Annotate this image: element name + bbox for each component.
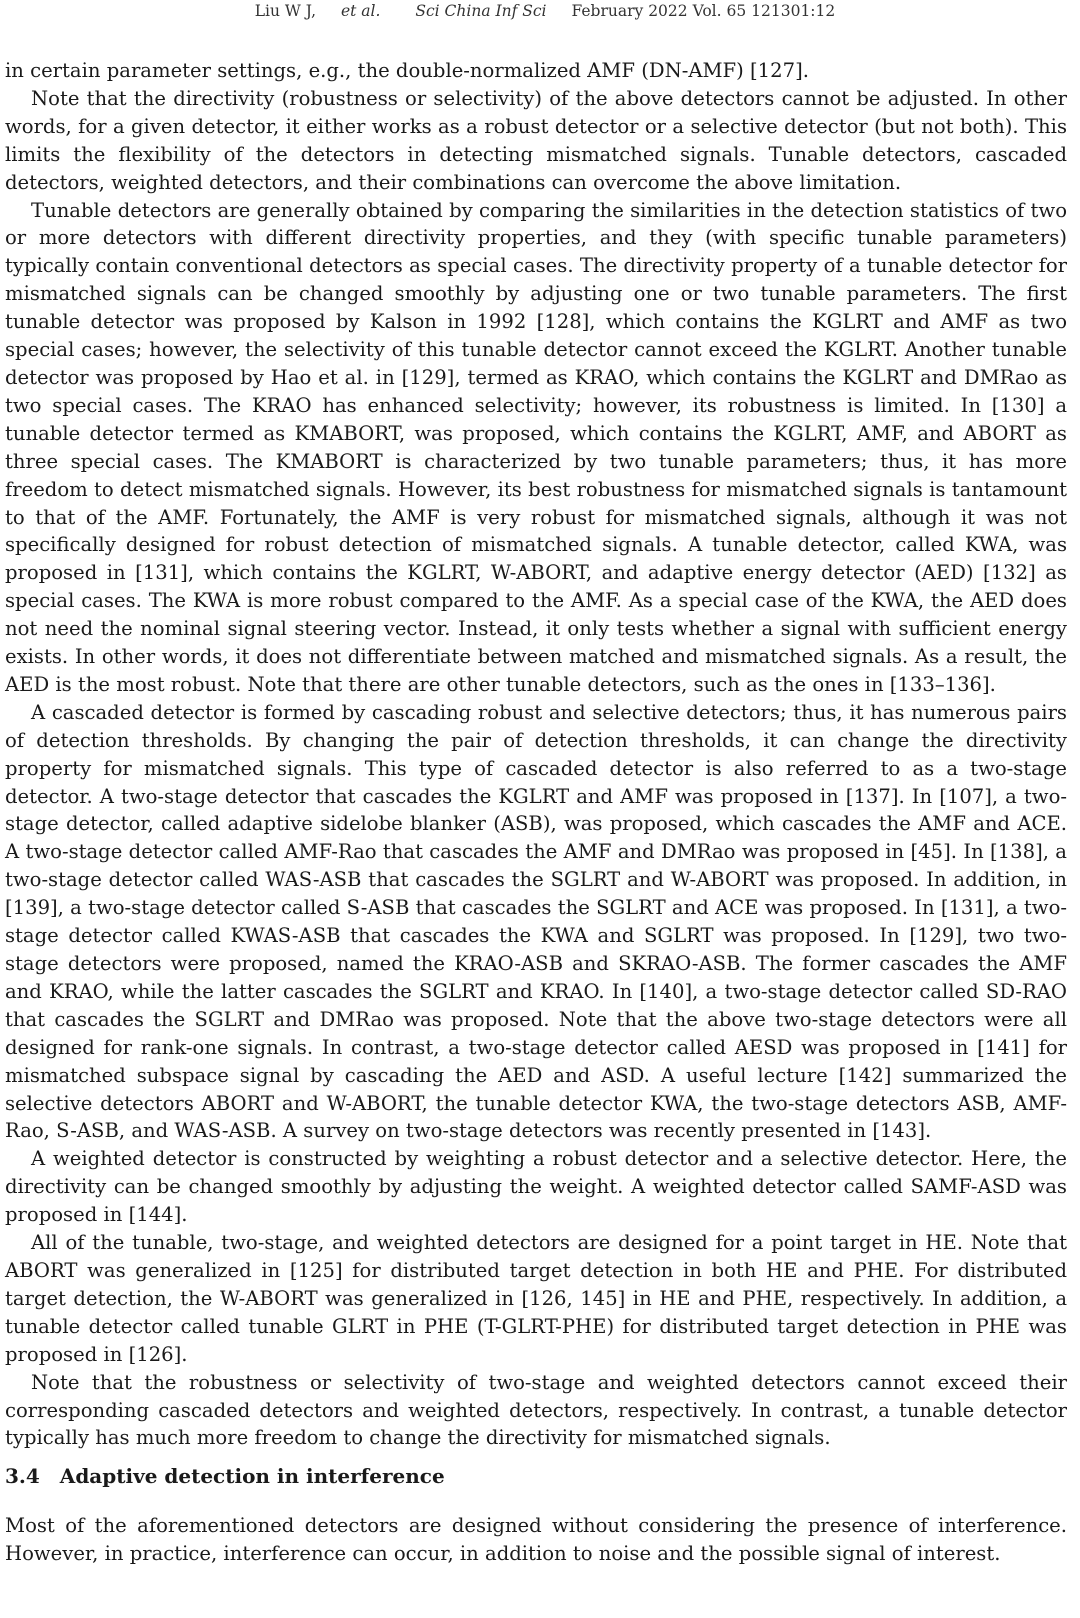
header-etal: et al. (340, 2, 381, 20)
header-authors (245, 2, 391, 20)
section-number: 3.4 (5, 1464, 40, 1488)
running-header (0, 0, 1080, 22)
paragraph-cascaded-detectors: A cascaded detector is formed by cascading robust and selective detectors; thus, it has numerous pairs of detection thresholds. By changing the pair of detection thresholds, it can change the directivity property for mismatched signals. This type of cascaded detector is also referred to as a two-stage detector. A two-stage detector that cascades the KGLRT and AMF was proposed in [137]. In [107], a two-stage detector, called adaptive sidelobe blanker (ASB), was proposed, which cascades the AMF and ACE. A two-stage detector called AMF-Rao that cascades the AMF and DMRao was proposed in [45]. In [138], a two-stage detector called WAS-ASB that cascades the SGLRT and W-ABORT was proposed. In addition, in [139], a two-stage detector called S-ASB that cascades the SGLRT and ACE was proposed. In [131], a two-stage detector called KWAS-ASB that cascades the KWA and SGLRT was proposed. In [129], two two-stage detectors were proposed, named the KRAO-ASB and SKRAO-ASB. The former cascades the AMF and KRAO, while the latter cascades the SGLRT and KRAO. In [140], a two-stage detector called SD-RAO that cascades the SGLRT and DMRao was proposed. Note that the above two-stage detectors were all designed for rank-one signals. In contrast, a two-stage detector called AESD was proposed in [141] for mismatched subspace signal by cascading the AED and ASD. A useful lecture [142] summarized the selective detectors ABORT and W-ABORT, the tunable detector KWA, the two-stage detectors ASB, AMF-Rao, S-ASB, and WAS-ASB. A survey on two-stage detectors was recently presented in [143]. (5, 700, 1067, 1143)
header-journal: Sci China Inf Sci (415, 2, 547, 20)
header-issue: February 2022 Vol. 65 121301:12 (571, 2, 836, 20)
body-text (5, 57, 1067, 1452)
paragraph-weighted-detectors: A weighted detector is constructed by weighting a robust detector and a selective detector. Here, the directivity can be changed smoothly by adjusting the weight. A weighted detector called SAMF-ASD was proposed in [144]. (5, 1147, 1067, 1227)
paragraph-interference-intro: Most of the aforementioned detectors are designed without considering the presence of interference. However, in practice, interference can occur, in addition to noise and the possible signal of interest. (5, 1514, 1067, 1565)
paragraph-directivity-note: Note that the directivity (robustness or selectivity) of the above detectors cannot be adjusted. In other words, for a given detector, it either works as a robust detector or a selective detector (but not both). This limits the flexibility of the detectors in detecting mismatched signals. Tunable detectors, cascaded detectors, weighted detectors, and their combinations can overcome the above limitation. (5, 86, 1067, 194)
section-title: Adaptive detection in interference (59, 1464, 445, 1488)
section-body (5, 1512, 1067, 1568)
paragraph-tunable-detectors: Tunable detectors are generally obtained by comparing the similarities in the detection statistics of two or more detectors with different directivity properties, and they (with specific tunable parameters) typically contain conventional detectors as special cases. The directivity property of a tunable detector for mismatched signals can be changed smoothly by adjusting one or two tunable parameters. The first tunable detector was proposed by Kalson in 1992 [128], which contains the KGLRT and AMF as two special cases; however, the selectivity of this tunable detector cannot exceed the KGLRT. Another tunable detector was proposed by Hao et al. in [129], termed as KRAO, which contains the KGLRT and DMRao as two special cases. The KRAO has enhanced selectivity; however, its robustness is limited. In [130] a tunable detector termed as KMABORT, was proposed, which contains the KGLRT, AMF, and ABORT as three special cases. The KMABORT is characterized by two tunable parameters; thus, it has more freedom to detect mismatched signals. However, its best robustness for mismatched signals is tantamount to that of the AMF. Fortunately, the AMF is very robust for mismatched signals, although it was not specifically designed for robust detection of mismatched signals. A tunable detector, called KWA, was proposed in [131], which contains the KGLRT, W-ABORT, and adaptive energy detector (AED) [132] as special cases. The KWA is more robust compared to the AMF. As a special case of the KWA, the AED does not need the nominal signal steering vector. Instead, it only tests whether a signal with sufficient energy exists. In other words, it does not differentiate between matched and mismatched signals. As a result, the AED is the most robust. Note that there are other tunable detectors, such as the ones in [133–136]. (5, 198, 1067, 696)
paragraph-continuation: in certain parameter settings, e.g., the double-normalized AMF (DN-AMF) [127]. (5, 59, 809, 82)
section-heading (5, 1462, 445, 1490)
paragraph-distributed-targets: All of the tunable, two-stage, and weighted detectors are designed for a point target in HE. Note that ABORT was generalized in [125] for distributed target detection in both HE and PHE. For distributed target detection, the W-ABORT was generalized in [126, 145] in HE and PHE, respectively. In addition, a tunable detector called tunable GLRT in PHE (T-GLRT-PHE) for distributed target detection in PHE was proposed in [126]. (5, 1231, 1067, 1366)
header-author: Liu W J, (254, 2, 317, 20)
paragraph-robustness-comparison: Note that the robustness or selectivity of two-stage and weighted detectors cannot exceed their corresponding cascaded detectors and weighted detectors, respectively. In contrast, a tunable detector typically has much more freedom to change the directivity for mismatched signals. (5, 1370, 1067, 1450)
